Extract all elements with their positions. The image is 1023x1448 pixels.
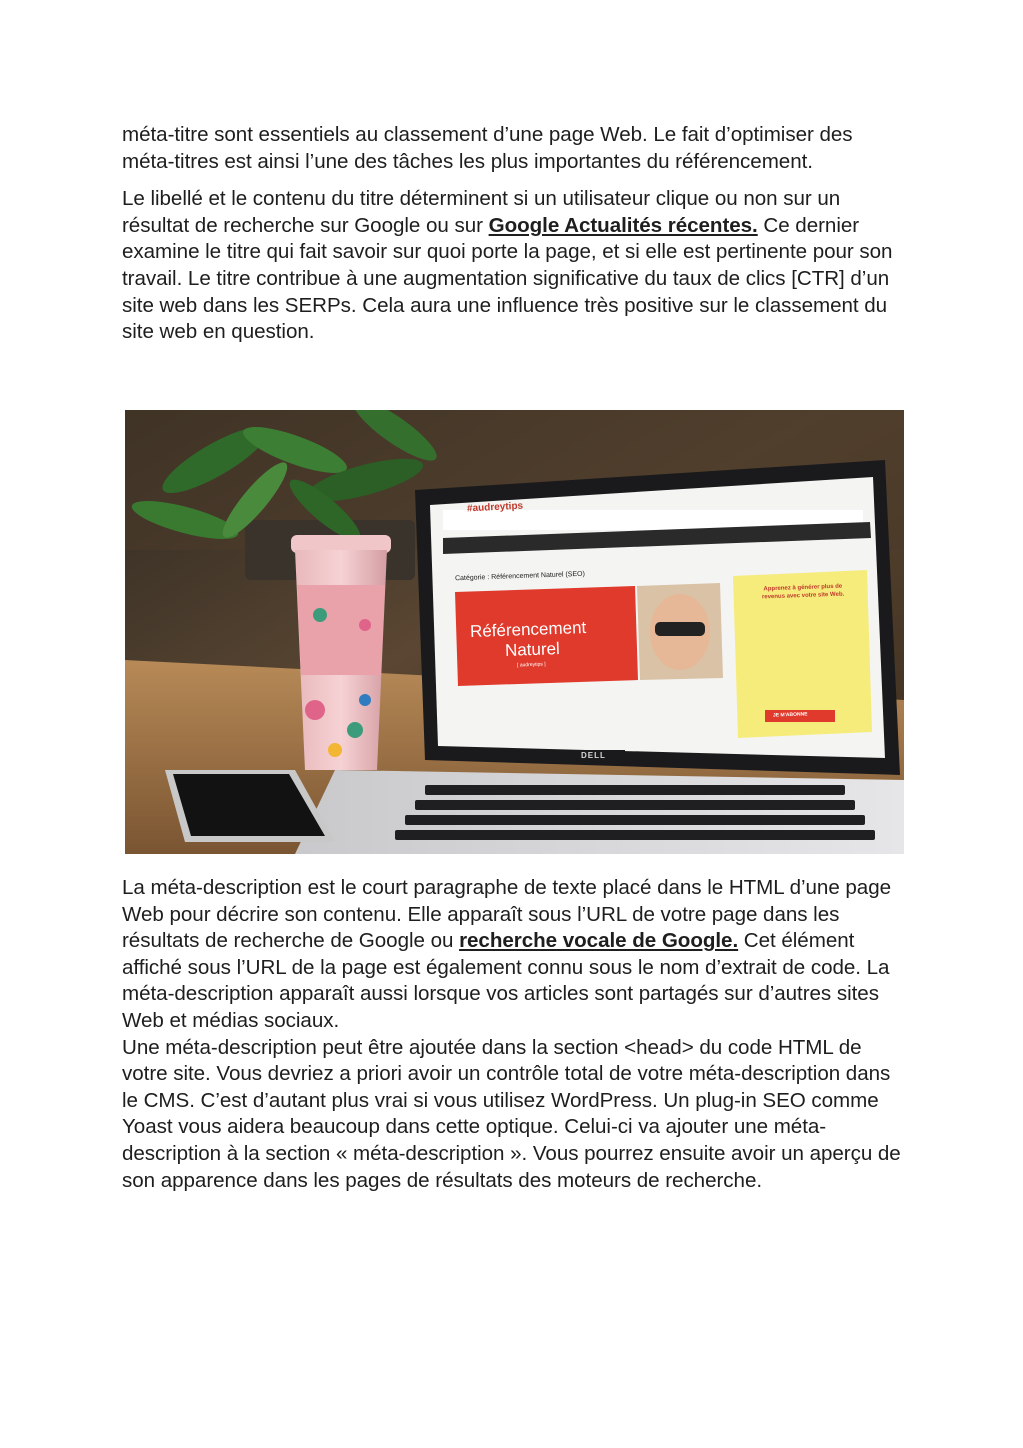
laptop-desk-photo [125,410,904,854]
laptop-keyboard [295,770,904,854]
paragraph-meta-description [122,875,904,1035]
banner-line-1: Référencement [469,617,587,642]
document-page [122,122,904,346]
paragraph-title-content [122,186,904,346]
recherche-vocale-link[interactable]: recherche vocale de Google. [459,929,739,953]
site-name: #audreytips [466,500,524,515]
paragraph-head-section: Une méta-description peut être ajoutée dans la section <head> du code HTML de votre site. Vous devriez a priori avoir un contrôle total de votre méta-description dans le CMS. C’est d’autant plus vrai si vous utilisez WordPress. Un plug-in SEO comme Yoast vous aidera beaucoup dans cette optique. Celui-ci va ajouter une méta-description à la section « méta-description ». Vous pourrez ensuite avoir un aperçu de son apparence dans les pages de résultats des moteurs de recherche. [122,1035,901,1192]
document-page-lower [122,875,904,1194]
sidebar-button: JE M'ABONNE [772,711,808,719]
sidebar-title: Apprenez à générer plus de revenus avec votre site Web. [761,583,845,601]
category-heading: Catégorie : Référencement Naturel (SEO) [454,570,586,583]
paragraph-text: Ce dernier examine le titre qui fait savoir sur quoi porte la page, et si elle est pertinente pour son travail. Le titre contribue à une augmentation significative du taux de clics [CTR] d’un site web dans les SERPs. Cela aura une influence très positive sur le classement du site web en question. [122,213,893,344]
paragraph-meta-title: méta-titre sont essentiels au classement d’une page Web. Le fait d’optimiser des méta-titres est ainsi l’une des tâches les plus importantes du référencement. [122,123,853,173]
google-actualites-link[interactable]: Google Actualités récentes. [488,213,758,237]
coffee-cup [291,535,391,770]
banner-line-2: Naturel [504,639,561,660]
banner-tag: [ audreytips ] [516,661,546,669]
laptop-brand: DELL [581,751,606,760]
paragraph-text: Cet élément affiché sous l’URL de la page est également connu sous le nom d’extrait de code. La méta-description apparaît aussi lorsque vos articles sont partagés sur d’autres sites Web et médias sociaux. [122,929,890,1032]
paragraph-text: La méta-description est le court paragraphe de texte placé dans le HTML d’une page Web pour décrire son contenu. Elle apparaît sous l’URL de votre page dans les résultats de recherche de Google ou [122,876,892,953]
paragraph-text: Le libellé et le contenu du titre déterminent si un utilisateur clique ou non sur un résultat de recherche sur Google ou sur [122,187,841,237]
